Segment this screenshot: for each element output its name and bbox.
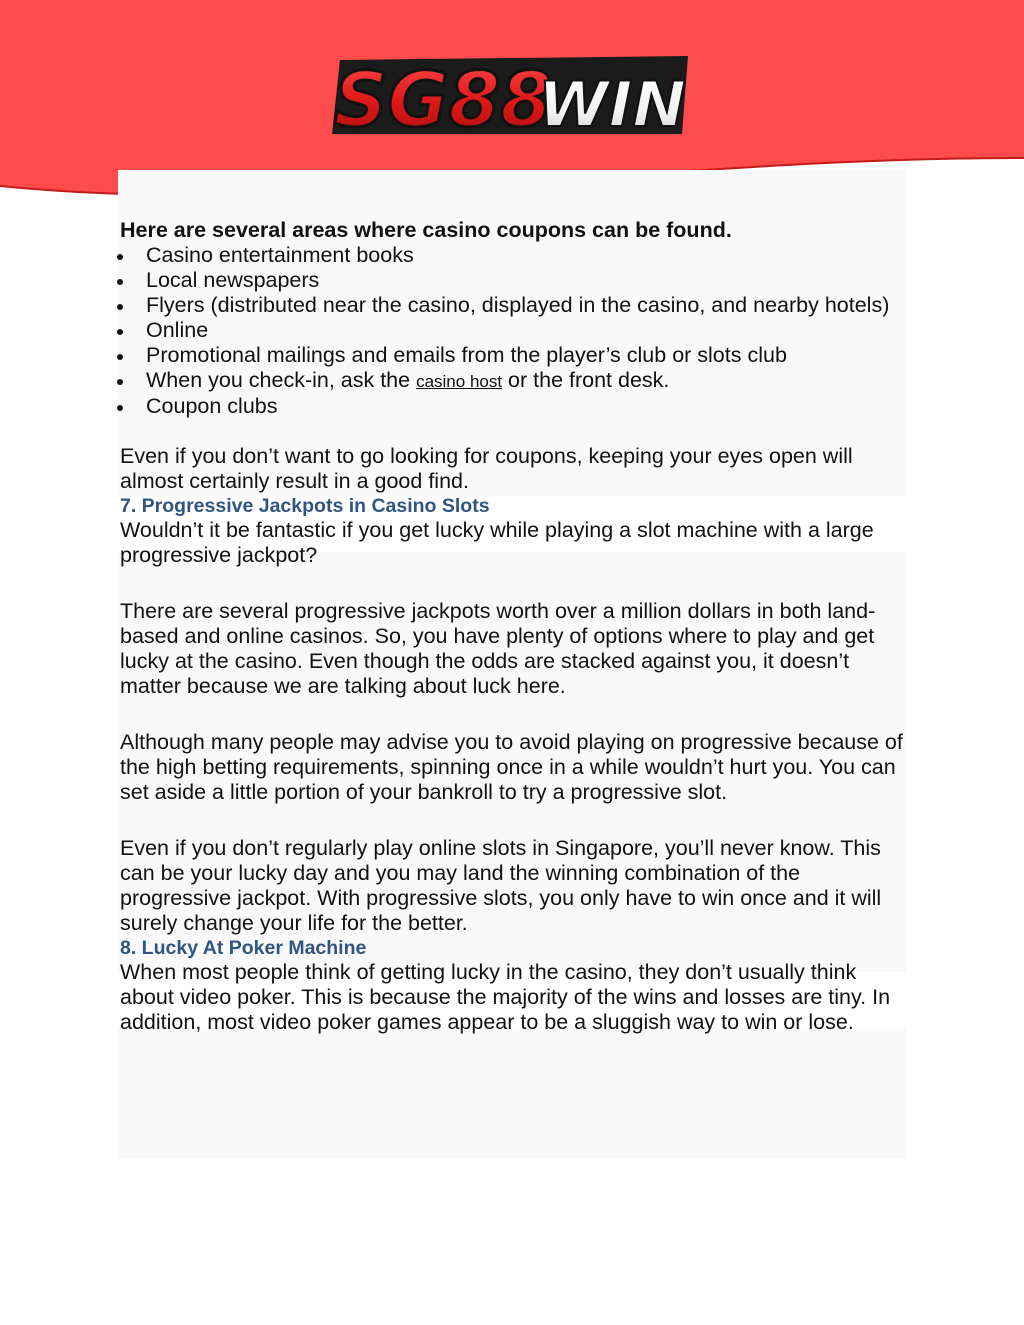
list-item [120,368,910,394]
content-panel-section8 [118,1027,906,1159]
logo-text-win: WIN [538,68,686,138]
coupons-closing-paragraph: Even if you don’t want to go looking for coupons, keeping your eyes open will almost certainly result in a good find. [120,444,853,493]
list-item-prefix: When you check-in, ask the [146,368,417,392]
coupon-list [120,243,910,419]
list-item: Online [120,318,910,343]
list-item-suffix: or the front desk. [502,368,670,392]
list-item: Casino entertainment books [120,243,910,268]
article-body [120,218,910,1035]
list-item: Local newspapers [120,268,910,293]
section8-paragraph: When most people think of getting lucky in the casino, they don’t usually think about video poker. This is because the majority of the wins and losses are tiny. In addition, most video poker games appear to be a sluggish way to win or lose. [120,960,891,1034]
section7-paragraph: Wouldn’t it be fantastic if you get lucky while playing a slot machine with a large progressive jackpot? [120,518,874,567]
section8-heading: 8. Lucky At Poker Machine [120,937,367,959]
list-item: Flyers (distributed near the casino, displayed in the casino, and nearby hotels) [120,293,910,318]
logo-text-sg88: SG88 [334,55,552,138]
section7-heading: 7. Progressive Jackpots in Casino Slots [120,495,490,517]
coupons-heading: Here are several areas where casino coupons can be found. [120,218,732,242]
list-item: Promotional mailings and emails from the player’s club or slots club [120,343,910,368]
sg88win-logo [326,46,694,138]
list-item: Coupon clubs [120,394,910,419]
section7-paragraph: Even if you don’t regularly play online slots in Singapore, you’ll never know. This can be your lucky day and you may land the winning combination of the progressive jackpot. With progressive slots, you only have to win once and it will surely change your life for the better. [120,836,882,935]
casino-host-link[interactable]: casino host [416,372,503,391]
section7-paragraph: Although many people may advise you to avoid playing on progressive because of the high betting requirements, spinning once in a while wouldn’t hurt you. You can set aside a little portion of your bankroll to try a progressive slot. [120,730,903,804]
section7-paragraph: There are several progressive jackpots worth over a million dollars in both land-based and online casinos. So, you have plenty of options where to play and get lucky at the casino. Even though the odds are stacked against you, it doesn’t matter because we are talking about luck here. [120,599,876,698]
